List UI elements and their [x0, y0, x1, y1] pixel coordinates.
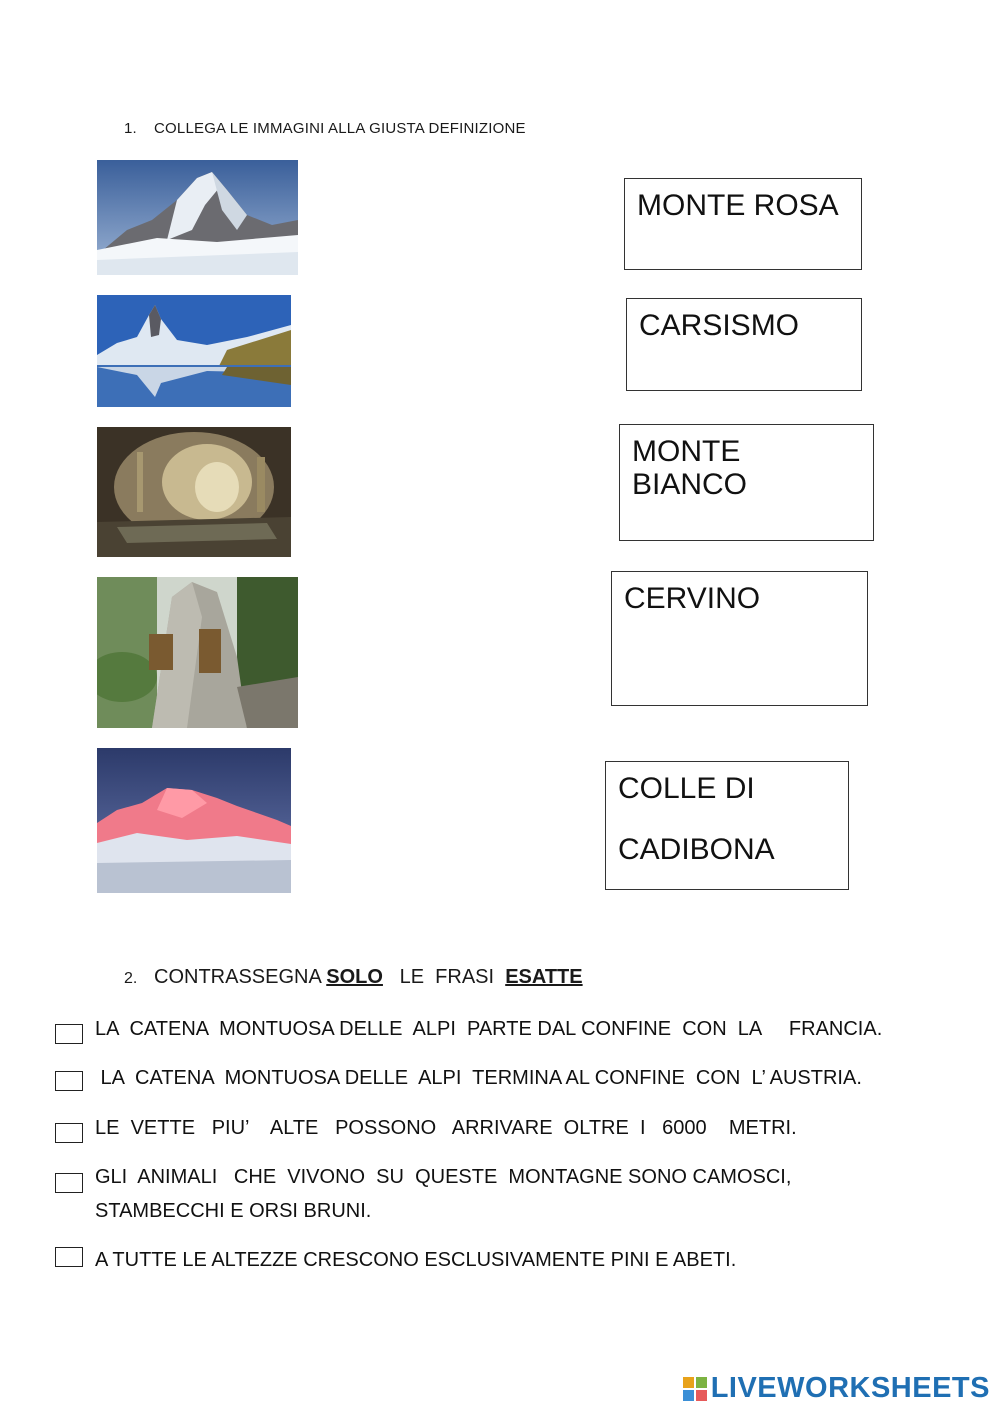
- exercise-1-number: 1.: [124, 120, 137, 137]
- answer-box-1-label: MONTE ROSA: [637, 189, 839, 222]
- checkbox-statement-4[interactable]: [55, 1173, 83, 1193]
- answer-box-5-label: COLLE DI: [618, 772, 755, 805]
- statement-4: GLI ANIMALI CHE VIVONO SU QUESTE MONTAGNE SONO CAMOSCI,: [95, 1166, 792, 1188]
- exercise-2-number: 2.: [124, 970, 138, 987]
- mountain-photo-2[interactable]: [97, 295, 291, 407]
- checkbox-statement-5[interactable]: [55, 1247, 83, 1267]
- statement-4-line2: STAMBECCHI E ORSI BRUNI.: [95, 1200, 372, 1222]
- exercise-1-heading: [124, 120, 526, 137]
- checkbox-statement-2[interactable]: [55, 1071, 83, 1091]
- answer-box-5-label-line2: CADIBONA: [618, 833, 775, 866]
- cave-photo[interactable]: [97, 427, 291, 557]
- answer-box-4-label: CERVINO: [624, 582, 761, 615]
- answer-box-3-label: MONTE BIANCO: [632, 435, 748, 501]
- liveworksheets-logo: [683, 1372, 990, 1405]
- exercise-2-instruction-mid: LE FRASI: [382, 966, 506, 988]
- exercise-2-keyword-solo: SOLO: [326, 966, 383, 988]
- answer-box-4[interactable]: [611, 571, 868, 706]
- sunset-mountain-photo[interactable]: [97, 748, 291, 893]
- answer-box-5[interactable]: [605, 761, 849, 890]
- exercise-2-instruction-prefix: CONTRASSEGNA: [154, 966, 327, 988]
- checkbox-statement-1[interactable]: [55, 1024, 83, 1044]
- logo-icon: [683, 1377, 707, 1401]
- answer-box-1[interactable]: [624, 178, 862, 270]
- logo-text: LIVEWORKSHEETS: [710, 1372, 990, 1404]
- answer-box-2-label: CARSISMO: [639, 309, 800, 342]
- checkbox-statement-3[interactable]: [55, 1123, 83, 1143]
- statement-5: A TUTTE LE ALTEZZE CRESCONO ESCLUSIVAMENTE PINI E ABETI.: [95, 1249, 737, 1271]
- exercise-2-keyword-esatte: ESATTE: [505, 966, 583, 988]
- answer-box-2[interactable]: [626, 298, 862, 391]
- monument-photo[interactable]: [97, 577, 298, 728]
- statement-3: LE VETTE PIU’ ALTE POSSONO ARRIVARE OLTRE I 6000 METRI.: [95, 1117, 797, 1139]
- exercise-2-heading: [124, 966, 583, 989]
- statement-2: LA CATENA MONTUOSA DELLE ALPI TERMINA AL CONFINE CON L’ AUSTRIA.: [95, 1067, 862, 1089]
- statement-1: LA CATENA MONTUOSA DELLE ALPI PARTE DAL CONFINE CON LA FRANCIA.: [95, 1018, 883, 1040]
- exercise-1-instruction: COLLEGA LE IMMAGINI ALLA GIUSTA DEFINIZIONE: [154, 120, 526, 137]
- mountain-photo-1[interactable]: [97, 160, 298, 275]
- answer-box-3[interactable]: [619, 424, 874, 541]
